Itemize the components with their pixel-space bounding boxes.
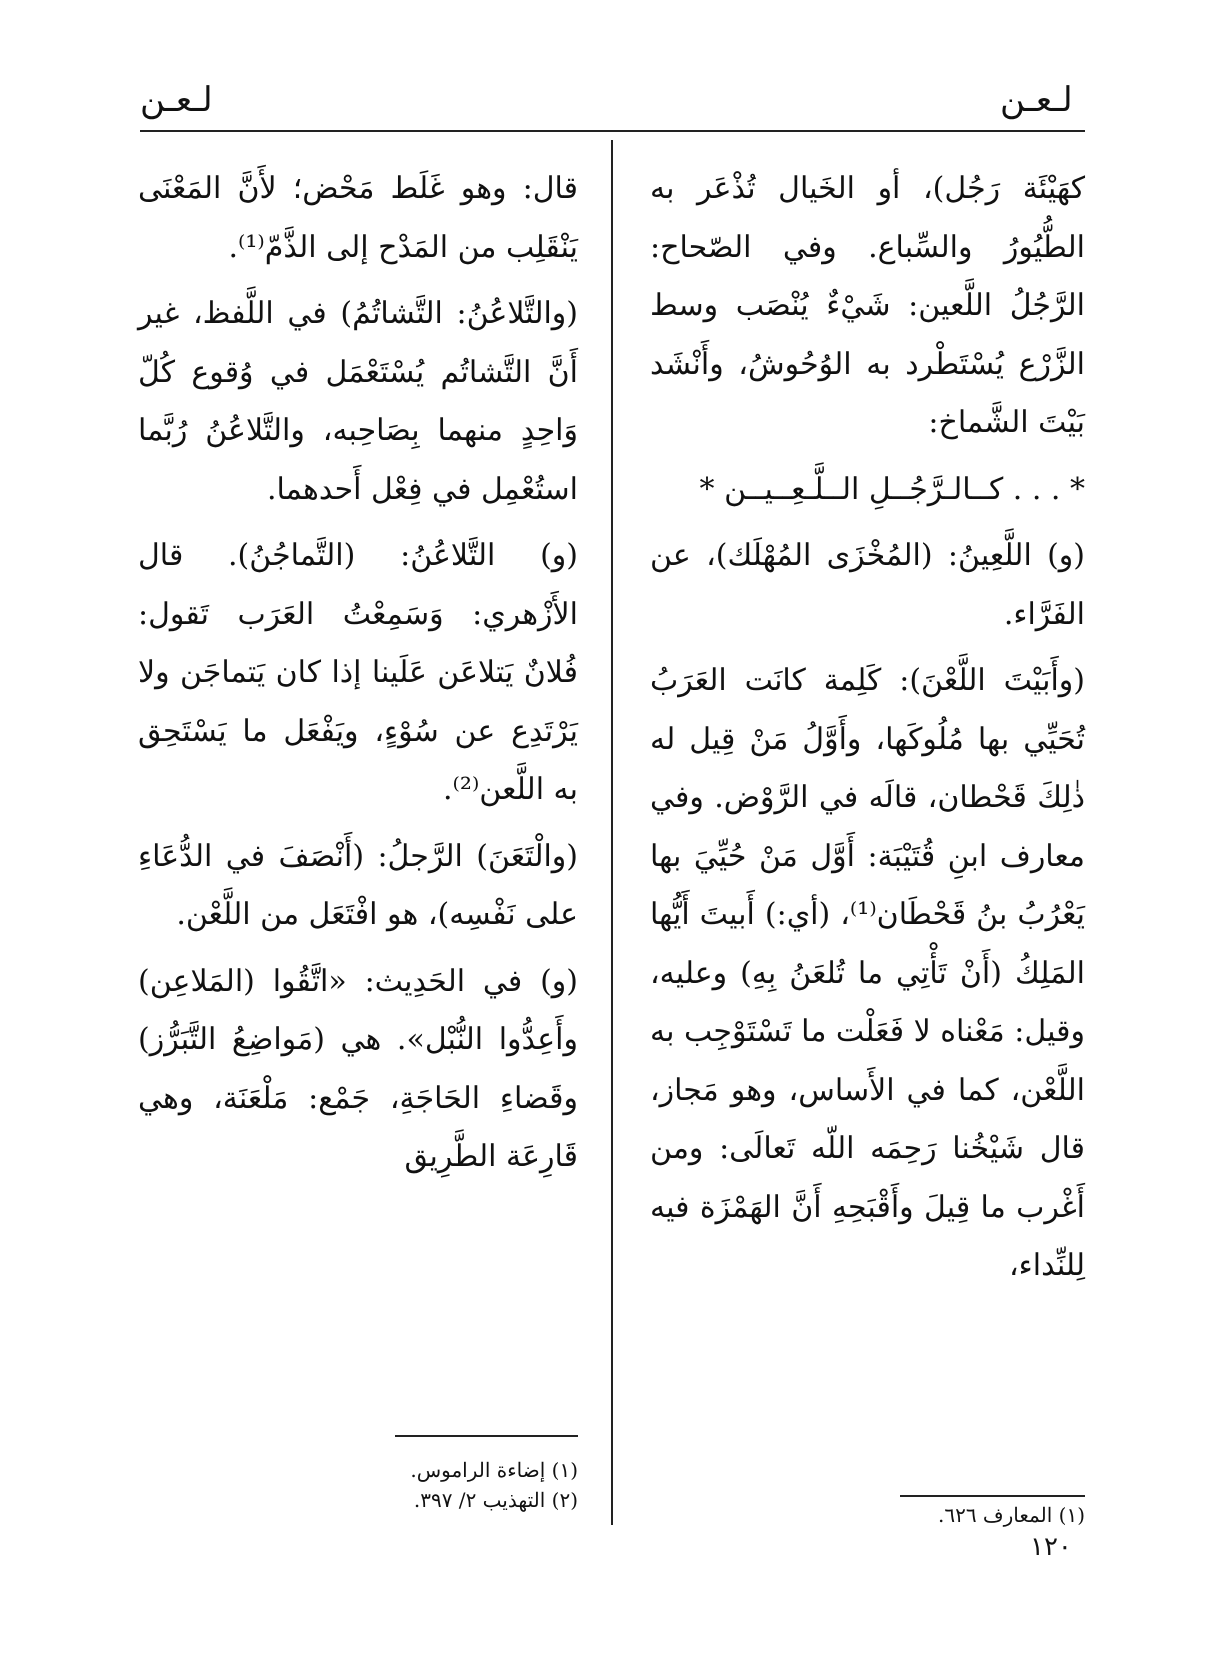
right-paragraph-3: (وأَبَيْتَ اللَّعْنَ): كَلِمة كانَت العَرَبُ تُحَيِّي بها مُلُوكَها، وأَوَّلُ مَنْ قِيل له ذٰلِكَ قَحْطان، قالَه في الرَّوْض. وفي معارف ابنِ قُتَيْبَة: أَوَّل مَنْ حُيِّيَ بها يَعْرُبُ بنُ قَحْطَان⁽¹⁾، (أي:) أَبيتَ أَيُّها المَلِكُ (أَنْ تَأْتِي ما تُلعَنُ بِهِ) وعليه، وقيل: مَعْناه لا فَعَلْت ما تَسْتَوْجِب به اللَّعْن، كما في الأَساس، وهو مَجاز، قال شَيْخُنا رَحِمَه اللّه تَعالَى: ومن أَغْرب ما قِيلَ وأَقْبَحِهِ أَنَّ الهَمْزَة فيه لِلنِّداء، bbox=[650, 663, 1086, 1283]
right-paragraph-2: (و) اللَّعِينُ: (المُخْزَى المُهْلَك)، عن الفَرَّاء. bbox=[650, 538, 1085, 632]
footnote: (١) إضاءة الراموس. bbox=[410, 1458, 578, 1482]
column-divider bbox=[611, 140, 613, 1525]
right-paragraph-1: كهَيْئَة رَجُل)، أو الخَيال تُذْعَر به الطُّيُورُ والسِّباع. وفي الصّحاح: الرَّجُلُ اللَّعين: شَيْءٌ يُنْصَب وسط الزَّرْع يُسْتَطْرد به الوُحُوشُ، وأَنْشَد بَيْتَ الشَّماخ: bbox=[650, 171, 1085, 440]
running-header-right: لـعـن bbox=[1000, 80, 1073, 120]
running-header-left: لـعـن bbox=[140, 80, 213, 120]
right-column bbox=[650, 160, 1085, 1296]
footnote: (٢) التهذيب ٢/ ٣٩٧. bbox=[413, 1488, 578, 1512]
header-rule bbox=[140, 130, 1085, 132]
footnote: (١) المعارف ٦٢٦. bbox=[937, 1503, 1085, 1527]
footnotes-left bbox=[138, 1455, 578, 1515]
poetry-verse: * . . . كــالـرَّجُــلِ الــلَّـعِــيــن * bbox=[699, 471, 1085, 507]
left-paragraph-3: (و) التَّلاعُنُ: (التَّماجُنُ). قال الأَزْهري: وَسَمِعْتُ العَرَب تَقول: فُلانٌ يَتلاعَن عَلَينا إذا كان يَتماجَن ولا يَرْتَدِع عن سُوْءٍ، ويَفْعَل ما يَسْتَحِق به اللَّعن⁽²⁾. bbox=[138, 538, 578, 807]
footnote-rule-left bbox=[395, 1435, 578, 1437]
footnote-rule-right bbox=[900, 1495, 1085, 1497]
footnotes-right bbox=[650, 1500, 1085, 1530]
left-paragraph-1: قال: وهو غَلَط مَحْض؛ لأَنَّ المَعْنَى يَنْقَلِب من المَدْح إلى الذَّمّ⁽¹⁾. bbox=[138, 171, 578, 265]
left-paragraph-2: (والتَّلاعُنُ: التَّشاتُمُ) في اللَّفظ، غير أَنَّ التَّشاتُم يُسْتَعْمَل في وُقوع كُلّ وَاحِدٍ منهما بِصَاحِبه، والتَّلاعُنُ رُبَّما استُعْمِل في فِعْل أَحدهما. bbox=[138, 296, 578, 507]
left-paragraph-5: (و) في الحَدِيث: «اتَّقُوا (المَلاعِن) وأَعِدُّوا النُّبْل». هي (مَواضِعُ التَّبَرُّز) وقَضاءِ الحَاجَةِ، جَمْع: مَلْعَنَة، وهي قَارِعَة الطَّرِيق bbox=[138, 963, 578, 1174]
left-column bbox=[138, 160, 578, 1187]
page-number: ١٢٠ bbox=[1030, 1532, 1072, 1562]
left-paragraph-4: (والْتَعَنَ) الرَّجلُ: (أَنْصَفَ في الدُّعَاءِ على نَفْسِه)، هو افْتَعَل من اللَّعْن. bbox=[138, 838, 578, 932]
